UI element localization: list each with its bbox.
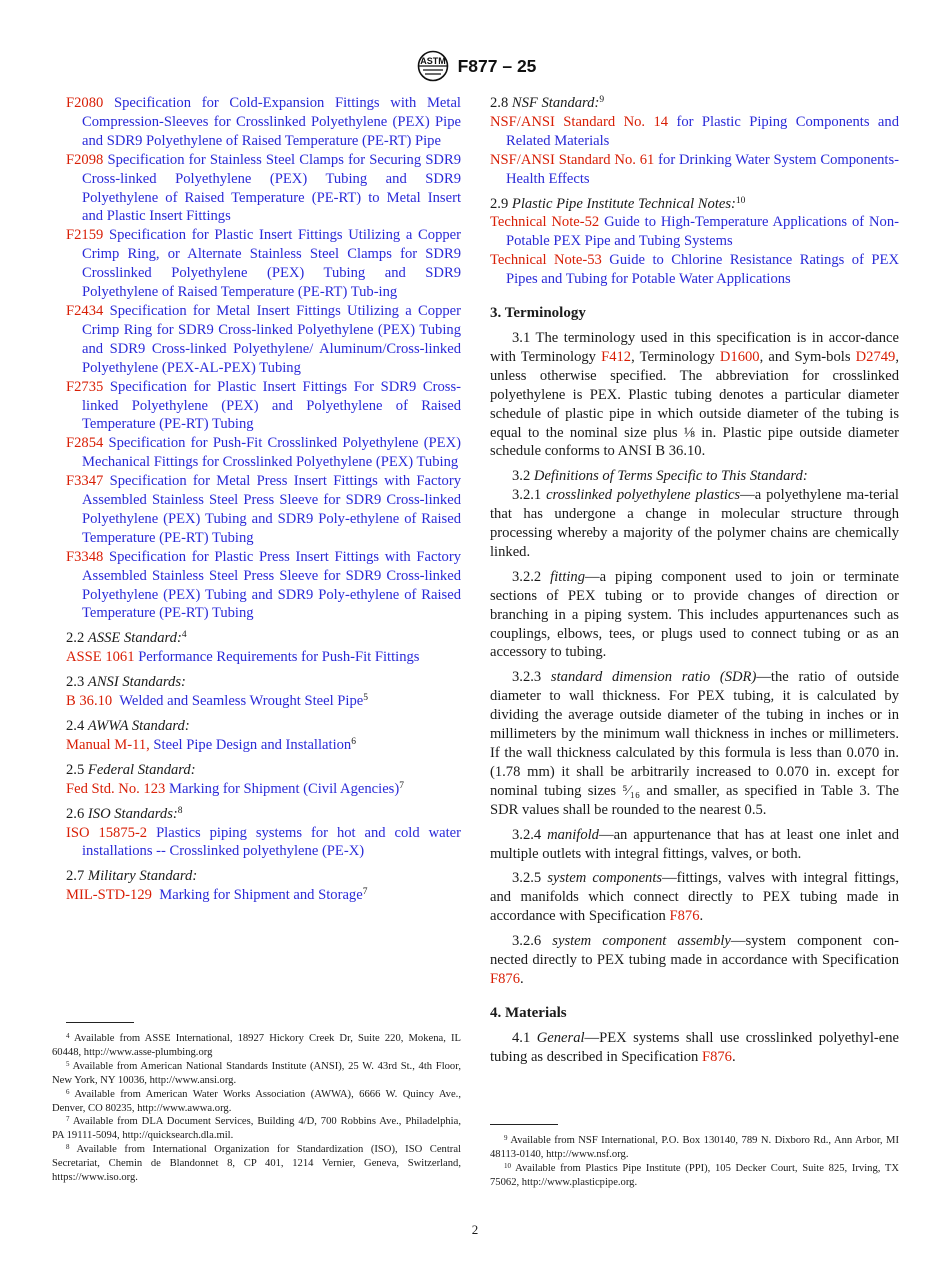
footnote-number: 5 bbox=[66, 1059, 70, 1068]
footnote-text: Available from International Organization for Standardization (ISO), ISO Central Secretariat, Chemin de Blandonnet 8, CP 401, 1214 Vernier, Geneva, Switzerland, https://www.iso.org. bbox=[52, 1144, 461, 1184]
footnote bbox=[490, 1162, 899, 1190]
footnote bbox=[52, 1115, 461, 1143]
reference-title-link[interactable]: Specification for Metal Insert Fittings Utilizing a Copper Crimp Ring for SDR9 Cross-linked Polyethylene (PEX) Tubing and SDR9 Cross-linked Polyethylene/ Aluminum/Cross-linked Polyethylene (PEX-AL-PEX) Tubing bbox=[82, 302, 461, 376]
reference-link[interactable]: F876 bbox=[701, 1048, 732, 1065]
defined-term: General bbox=[536, 1029, 585, 1046]
reference-entry bbox=[66, 692, 461, 711]
paragraph-number: 4.1 bbox=[512, 1029, 531, 1046]
reference-entry bbox=[490, 113, 899, 151]
reference-code-link[interactable]: F2159 bbox=[66, 227, 104, 244]
reference-link[interactable]: F876 bbox=[490, 970, 521, 987]
subsection-heading bbox=[66, 673, 461, 692]
footnote-number: 10 bbox=[504, 1161, 511, 1170]
subsection-label: ASSE Standard: bbox=[87, 630, 182, 647]
reference-title-link[interactable]: Welded and Seamless Wrought Steel Pipe bbox=[119, 693, 364, 710]
page-number: 2 bbox=[471, 1222, 479, 1237]
footnote-text: Available from Plastics Pipe Institute (PPI), 105 Decker Court, Suite 825, Irving, TX 75062, http://www.plasticpipe.org. bbox=[490, 1162, 899, 1188]
reference-entry bbox=[66, 736, 461, 755]
reference-code-link[interactable]: F2434 bbox=[66, 302, 104, 319]
footnote-text: Available from American National Standards Institute (ANSI), 25 W. 43rd St., 4th Floor, New York, NY 10036, http://www.ansi.org. bbox=[52, 1060, 461, 1086]
reference-title-link[interactable]: Specification for Metal Press Insert Fittings with Factory Assembled Stainless Steel Press Sleeve for SDR9 Cross-linked Polyethylene (PEX) Tubing and SDR9 Poly-ethylene of Raised Temperature (PE-RT) Tubing bbox=[82, 473, 461, 546]
footnote-number: 4 bbox=[66, 1032, 70, 1040]
subsection-label: Plastic Pipe Institute Technical Notes: bbox=[511, 195, 736, 212]
paragraph-text: , Terminology bbox=[631, 348, 720, 365]
reference-code-link[interactable]: NSF/ANSI Standard No. 14 bbox=[490, 113, 669, 130]
footnotes-left bbox=[52, 1032, 461, 1185]
reference-entry bbox=[66, 824, 461, 862]
reference-code-link[interactable]: F2080 bbox=[66, 95, 104, 111]
subsection-number: 2.2 bbox=[66, 630, 85, 647]
reference-entry bbox=[66, 94, 461, 151]
subsection-label: Federal Standard: bbox=[87, 761, 196, 778]
paragraph-number: 3.2.3 bbox=[512, 669, 542, 686]
reference-entry bbox=[490, 151, 899, 189]
paragraph-text: —fittings, valves with integral fittings, and manifolds which connect directly to PEX tubing made in accordance with Specification bbox=[490, 870, 899, 925]
paragraph-text: —a polyethylene ma-terial that has undergone a change in molecular structure through processing whereby a majority of the polymer chains are chemically linked. bbox=[490, 487, 899, 560]
left-column bbox=[66, 94, 461, 905]
reference-entry bbox=[66, 302, 461, 378]
reference-entry bbox=[66, 548, 461, 624]
reference-link[interactable]: F412 bbox=[601, 348, 632, 365]
subsection-heading bbox=[66, 761, 461, 780]
subsection-label: AWWA Standard: bbox=[87, 718, 190, 734]
reference-title-link[interactable]: Specification for Plastic Press Insert Fittings with Factory Assembled Stainless Steel Press Sleeve for SDR9 Cross-linked Polyethylene (PEX) Tubing and SDR9 Poly-ethylene of Raised Temperature (PE-RT) Tubing bbox=[82, 548, 461, 622]
reference-code-link[interactable]: F2735 bbox=[66, 378, 104, 395]
footnote-marker: 4 bbox=[181, 630, 187, 641]
footnote-marker: 6 bbox=[351, 736, 356, 747]
footnote-marker: 9 bbox=[599, 95, 605, 105]
section-heading-materials: 4. Materials bbox=[490, 1004, 567, 1021]
subsection-label: NSF Standard: bbox=[511, 95, 600, 111]
footnotes-right bbox=[490, 1134, 899, 1190]
footnote-marker: 10 bbox=[735, 195, 746, 206]
reference-title-link[interactable]: Guide to Chlorine Resistance Ratings of PEX Pipes and Tubing for Potable Water Applications bbox=[506, 252, 899, 288]
footnote-text: Available from DLA Document Services, Building 4/D, 700 Robbins Ave., Philadelphia, PA 19111-5094, http://quicksearch.dla.mil. bbox=[52, 1116, 461, 1142]
footnote-number: 6 bbox=[66, 1087, 70, 1096]
subsection-heading bbox=[490, 94, 899, 113]
paragraph-number: 3.2.1 bbox=[512, 487, 542, 504]
subsection-label: ISO Standards: bbox=[87, 805, 178, 822]
reference-code-link[interactable]: F2098 bbox=[66, 151, 104, 168]
reference-code-link[interactable]: F2854 bbox=[66, 435, 104, 452]
reference-code-link[interactable]: Fed Std. No. 123 bbox=[66, 780, 166, 797]
footnote-marker: 7 bbox=[399, 780, 404, 791]
reference-code-link[interactable]: B 36.10 bbox=[66, 693, 113, 710]
paragraph-3-2-4 bbox=[490, 826, 899, 864]
footnote-marker: 7 bbox=[362, 887, 368, 898]
subsection-heading bbox=[66, 805, 461, 824]
paragraph-3-2-2 bbox=[490, 568, 899, 663]
reference-title-link[interactable]: Specification for Plastic Insert Fittings For SDR9 Cross-linked Polyethylene (PEX) and Polyethylene of Raised Temperature (PE-RT) Tubing bbox=[82, 378, 461, 433]
defined-term: system component assembly bbox=[552, 933, 731, 950]
paragraph-text: —PEX systems shall use crosslinked polyethyl-ene tubing as described in Specification bbox=[490, 1029, 899, 1065]
paragraph-text: , unless otherwise specified. The abbreviation for crosslinked polyethylene is PEX. Plastic tubing denotes a particular diameter schedule of plastic pipe in which outside diameter of the tubing is equal to the nominal size plus ⅛ in. Plastic pipe outside diameter schedule conforms to ANSI B 36.10. bbox=[490, 348, 899, 460]
paragraph-3-2-3 bbox=[490, 668, 899, 819]
reference-entry bbox=[66, 886, 461, 905]
paragraph-number: 3.2.5 bbox=[512, 870, 542, 887]
page-header bbox=[0, 50, 950, 84]
reference-entry bbox=[66, 780, 461, 799]
reference-entry bbox=[66, 226, 461, 302]
paragraph-text: . bbox=[731, 1048, 736, 1065]
reference-entry bbox=[66, 472, 461, 548]
reference-code-link[interactable]: ISO 15875-2 bbox=[66, 824, 148, 841]
subsection-number: 2.7 bbox=[66, 868, 85, 885]
reference-entry bbox=[490, 251, 899, 289]
reference-title-link[interactable]: for Drinking Water System Components-Health Effects bbox=[506, 151, 900, 187]
subsection-heading bbox=[490, 195, 899, 214]
paragraph-text: —a piping component used to join or terminate sections of PEX tubing or to provide changes of direction or branching in a piping system. This includes appurtenances such as couplings, elbows, tees, or plugs used to connect tubing or as an accessory to tubing. bbox=[490, 568, 899, 661]
subsection-number: 2.5 bbox=[66, 761, 85, 778]
reference-title-link[interactable]: Performance Requirements for Push-Fit Fittings bbox=[138, 649, 420, 666]
subsection-heading bbox=[66, 867, 461, 886]
footnote-text: Available from American Water Works Association (AWWA), 6666 W. Quincy Ave., Denver, CO 80235, http://www.awwa.org. bbox=[52, 1088, 461, 1114]
reference-code-link[interactable]: Technical Note-53 bbox=[490, 252, 602, 269]
reference-code-link[interactable]: NSF/ANSI Standard No. 61 bbox=[490, 151, 655, 168]
footnote-number: 9 bbox=[504, 1134, 508, 1142]
footnote bbox=[52, 1143, 461, 1185]
paragraph-3-2-5 bbox=[490, 869, 899, 926]
subsection-number: 2.3 bbox=[66, 674, 85, 691]
footnote-marker: 8 bbox=[177, 805, 183, 816]
paragraph-text: , and Sym-bols bbox=[759, 348, 856, 365]
footnote-text: Available from ASSE International, 18927 Hickory Creek Dr, Suite 220, Mokena, IL 60448, http://www.asse-plumbing.org bbox=[52, 1033, 461, 1058]
footnote-number: 7 bbox=[66, 1115, 70, 1124]
footnote-divider bbox=[66, 1022, 134, 1023]
footnote bbox=[490, 1134, 899, 1162]
footnote-text: Available from NSF International, P.O. Box 130140, 789 N. Dixboro Rd., Ann Arbor, MI 48113-0140, http://www.nsf.org. bbox=[490, 1135, 899, 1160]
subsection-number: 2.4 bbox=[66, 718, 85, 734]
reference-title-link[interactable]: Marking for Shipment and Storage bbox=[159, 887, 363, 904]
section-heading-terminology: 3. Terminology bbox=[490, 305, 586, 322]
reference-code-link[interactable]: Manual M-11, bbox=[66, 736, 150, 753]
paragraph-3-2-1 bbox=[490, 486, 899, 562]
reference-title-link[interactable]: Specification for Cold-Expansion Fittings with Metal Compression-Sleeves for Crosslinked Polyethylene (PEX) Pipe and SDR9 Polyethylene of Raised Temperature (PE-RT) Pipe bbox=[82, 95, 461, 149]
reference-code-link[interactable]: F3348 bbox=[66, 548, 104, 565]
reference-title-link[interactable]: Specification for Push-Fit Crosslinked Polyethylene (PEX) Mechanical Fittings for Crosslinked Polyethylene (PEX) Tubing bbox=[82, 435, 461, 471]
footnote bbox=[52, 1088, 461, 1116]
paragraph-label: Definitions of Terms Specific to This Standard: bbox=[533, 468, 808, 485]
reference-title-link[interactable]: Guide to High-Temperature Applications of Non-Potable PEX Pipe and Tubing Systems bbox=[506, 214, 900, 250]
paragraph-text: —system component con-nected directly to PEX tubing made in accordance with Specification bbox=[490, 933, 899, 969]
paragraph-text: —the ratio of outside diameter to wall thickness. For PEX tubing, it is calculated by dividing the average outside diameter of the tubing in inches or in millimeters by the minimum wall thickness in inches or millimeters. If the wall thickness calculated by this formula is less than 0.070 in. (1.78 mm) it shall be arbitrarily increased to 0.070 in. except for nominal tubing sizes ⁵⁄₁₆ and smaller, as specified in Table 3. The SDR values shall be rounded to the nearest 0.5. bbox=[490, 669, 899, 818]
reference-entry bbox=[66, 648, 461, 667]
defined-term: fitting bbox=[550, 568, 586, 585]
defined-term: crosslinked polyethylene plastics bbox=[546, 487, 741, 504]
defined-term: manifold bbox=[547, 826, 599, 843]
reference-title-link[interactable]: for Plastic Piping Components and Related Materials bbox=[506, 113, 899, 149]
reference-entry bbox=[66, 434, 461, 472]
reference-entry bbox=[66, 151, 461, 227]
right-column bbox=[490, 94, 899, 1073]
paragraph-number: 3.2.2 bbox=[512, 568, 542, 585]
reference-code-link[interactable]: ASSE 1061 bbox=[66, 649, 135, 666]
reference-code-link[interactable]: Technical Note-52 bbox=[490, 214, 600, 231]
reference-title-link[interactable]: Specification for Stainless Steel Clamps for Securing SDR9 Cross-linked Polyethylene (PEX) Tubing and SDR9 Polyethylene of Raised Temperature (PE-RT) to Metal Insert and Plastic Insert Fittings bbox=[82, 151, 461, 225]
subsection-number: 2.6 bbox=[66, 805, 85, 822]
paragraph-3-1 bbox=[490, 329, 899, 461]
reference-entry bbox=[490, 213, 899, 251]
paragraph-3-2 bbox=[490, 467, 899, 486]
reference-title-link[interactable]: Steel Pipe Design and Installation bbox=[153, 736, 352, 753]
reference-link[interactable]: F876 bbox=[669, 908, 700, 925]
defined-term: system components bbox=[547, 870, 663, 887]
paragraph-number: 3.2.4 bbox=[512, 826, 542, 843]
reference-code-link[interactable]: F3347 bbox=[66, 473, 104, 490]
reference-title-link[interactable]: Plastics piping systems for hot and cold water installations -- Crosslinked polyethylene (PE-X) bbox=[82, 824, 462, 860]
subsection-label: Military Standard: bbox=[87, 868, 198, 885]
footnote bbox=[52, 1060, 461, 1088]
paragraph-4-1 bbox=[490, 1029, 899, 1067]
footnote-marker: 5 bbox=[363, 693, 369, 704]
paragraph-3-2-6 bbox=[490, 932, 899, 989]
astm-logo bbox=[414, 50, 452, 82]
reference-title-link[interactable]: Specification for Plastic Insert Fittings Utilizing a Copper Crimp Ring, or Alternate Stainless Steel Clamps for SDR9 Crosslinked Polyethylene (PEX) Tubing and SDR9 Polyethylene of Raised Temperature (PE-RT) Tub-ing bbox=[82, 227, 461, 301]
subsection-heading bbox=[66, 629, 461, 648]
defined-term: standard dimension ratio (SDR) bbox=[550, 669, 757, 686]
footnote bbox=[52, 1032, 461, 1060]
paragraph-text: . bbox=[699, 908, 704, 925]
paragraph-number: 3.2.6 bbox=[512, 933, 542, 950]
footnote-divider bbox=[490, 1124, 558, 1125]
standard-designation: F877 – 25 bbox=[457, 55, 537, 76]
subsection-number: 2.8 bbox=[490, 95, 509, 111]
reference-title-link[interactable]: Marking for Shipment (Civil Agencies) bbox=[168, 780, 400, 797]
paragraph-text: —an appurtenance that has at least one inlet and multiple outlets with integral fittings, valves, or both. bbox=[490, 826, 899, 862]
paragraph-text: 3.1 The terminology used in this specification is in accor-dance with Terminology bbox=[490, 329, 899, 365]
reference-entry bbox=[66, 378, 461, 435]
subsection-heading bbox=[66, 717, 461, 736]
paragraph-text: . bbox=[520, 970, 524, 987]
paragraph-number: 3.2 bbox=[512, 468, 531, 485]
reference-link[interactable]: D1600 bbox=[719, 348, 760, 365]
reference-link[interactable]: D2749 bbox=[855, 348, 896, 365]
subsection-number: 2.9 bbox=[490, 195, 509, 212]
astm-logo-text: ASTM bbox=[419, 56, 446, 66]
reference-code-link[interactable]: MIL-STD-129 bbox=[66, 887, 152, 904]
footnote-number: 8 bbox=[66, 1143, 70, 1152]
subsection-label: ANSI Standards: bbox=[87, 674, 186, 691]
